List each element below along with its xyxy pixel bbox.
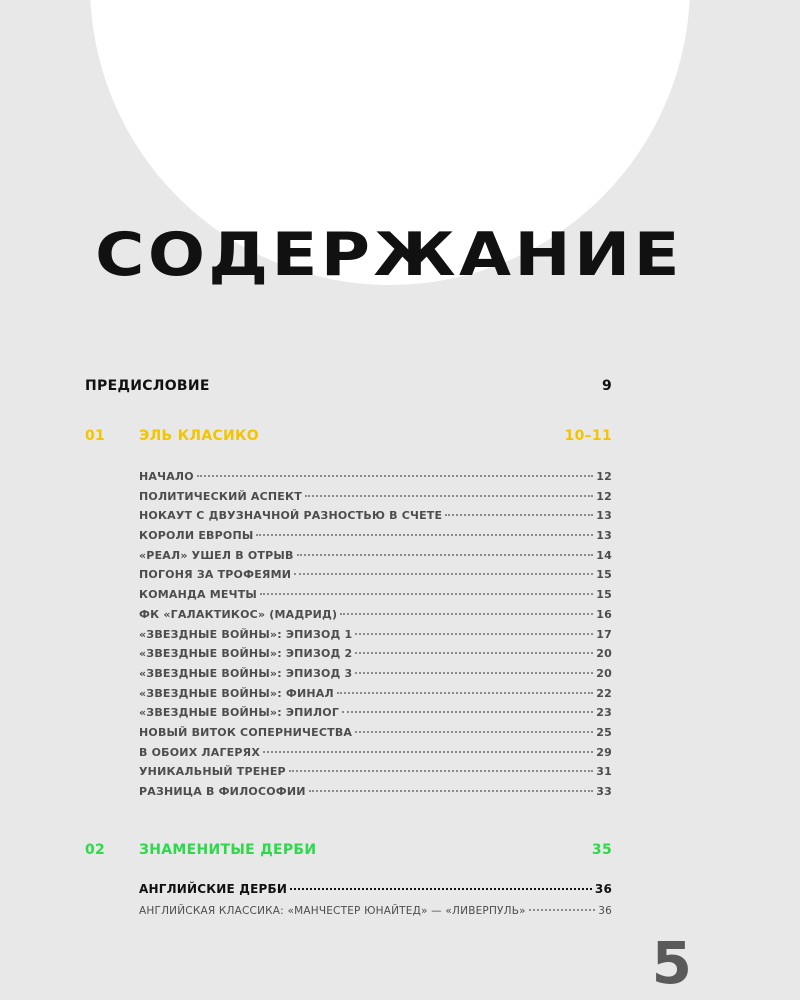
toc-entry[interactable] bbox=[139, 608, 612, 628]
dot-leader bbox=[340, 613, 593, 615]
toc-entry[interactable] bbox=[139, 667, 612, 687]
chapter-pages: 35 bbox=[591, 842, 612, 858]
toc-entry-title: ПОЛИТИЧЕСКИЙ АСПЕКТ bbox=[139, 489, 302, 503]
toc-entry[interactable] bbox=[139, 647, 612, 667]
page-title: СОДЕРЖАНИЕ bbox=[95, 220, 683, 290]
toc-entry-page: 12 bbox=[596, 489, 612, 503]
toc-entry-title: В ОБОИХ ЛАГЕРЯХ bbox=[139, 745, 261, 759]
toc-entry[interactable] bbox=[139, 687, 612, 707]
toc-entry-page: 29 bbox=[596, 745, 612, 759]
toc-entry-title: КОРОЛИ ЕВРОПЫ bbox=[139, 529, 254, 543]
dot-leader bbox=[256, 534, 593, 536]
toc-entry-title: «ЗВЕЗДНЫЕ ВОЙНЫ»: ЭПИЗОД 3 bbox=[139, 666, 353, 680]
preface-page: 9 bbox=[601, 378, 612, 394]
toc-entry-title: «РЕАЛ» УШЕЛ В ОТРЫВ bbox=[139, 548, 294, 562]
dot-leader bbox=[294, 573, 593, 575]
toc-entry-title: НОКАУТ С ДВУЗНАЧНОЙ РАЗНОСТЬЮ В СЧЕТЕ bbox=[139, 509, 443, 523]
dot-leader bbox=[305, 495, 593, 497]
toc-entry[interactable] bbox=[139, 785, 612, 805]
dot-leader bbox=[342, 711, 593, 713]
toc-entry-title: РАЗНИЦА В ФИЛОСОФИИ bbox=[139, 785, 306, 798]
toc-entry[interactable] bbox=[139, 726, 612, 746]
toc-entry-page: 23 bbox=[596, 706, 612, 720]
toc-entry-page: 20 bbox=[596, 666, 612, 680]
dot-leader bbox=[355, 731, 593, 733]
toc-entry-page: 15 bbox=[596, 588, 612, 602]
dot-leader bbox=[445, 514, 593, 516]
dot-leader bbox=[355, 633, 593, 635]
toc-entry[interactable] bbox=[139, 706, 612, 726]
toc-entry[interactable] bbox=[139, 529, 612, 549]
page-number: 5 bbox=[651, 929, 692, 997]
dot-leader bbox=[290, 888, 592, 890]
dot-leader bbox=[309, 790, 594, 792]
toc-entry-title: «ЗВЕЗДНЫЕ ВОЙНЫ»: ЭПИЛОГ bbox=[139, 706, 340, 720]
toc-entry-title: АНГЛИЙСКИЕ ДЕРБИ bbox=[139, 882, 288, 896]
toc-entry-page: 13 bbox=[596, 529, 612, 543]
toc-entry[interactable] bbox=[139, 628, 612, 648]
toc-entry-title: «ЗВЕЗДНЫЕ ВОЙНЫ»: ЭПИЗОД 2 bbox=[139, 647, 353, 661]
toc-entry[interactable] bbox=[139, 746, 612, 766]
toc-entry-page: 31 bbox=[596, 765, 612, 779]
toc-entry[interactable] bbox=[139, 470, 612, 490]
toc-entry[interactable] bbox=[139, 568, 612, 588]
chapter-title: ЭЛЬ КЛАСИКО bbox=[139, 428, 259, 444]
chapter-02-heading[interactable] bbox=[85, 842, 612, 858]
toc-entry-page: 25 bbox=[596, 725, 612, 739]
dot-leader bbox=[263, 751, 593, 753]
chapter-01-contents bbox=[139, 470, 612, 805]
toc-entry-page: 20 bbox=[596, 647, 612, 661]
chapter-01-heading[interactable] bbox=[85, 428, 612, 444]
chapter-number: 02 bbox=[85, 842, 106, 858]
dot-leader bbox=[355, 652, 593, 654]
preface-label: ПРЕДИСЛОВИЕ bbox=[85, 378, 210, 394]
toc-section[interactable] bbox=[139, 882, 612, 905]
toc-entry[interactable] bbox=[139, 509, 612, 529]
toc-entry[interactable] bbox=[139, 549, 612, 569]
toc-entry-page: 12 bbox=[596, 470, 612, 483]
dot-leader bbox=[260, 593, 593, 595]
toc-entry[interactable] bbox=[139, 765, 612, 785]
toc-entry-page: 36 bbox=[594, 882, 612, 896]
toc-entry-title: ФК «ГАЛАКТИКОС» (МАДРИД) bbox=[139, 607, 338, 621]
chapter-number: 01 bbox=[85, 428, 106, 444]
chapter-title: ЗНАМЕНИТЫЕ ДЕРБИ bbox=[139, 842, 317, 858]
toc-entry-page: 15 bbox=[596, 568, 612, 582]
dot-leader bbox=[297, 554, 594, 556]
dot-leader bbox=[197, 475, 593, 477]
toc-entry[interactable] bbox=[139, 905, 612, 925]
chapter-pages: 10–11 bbox=[564, 428, 612, 444]
toc-entry-title: УНИКАЛЬНЫЙ ТРЕНЕР bbox=[139, 765, 286, 779]
toc-entry[interactable] bbox=[139, 588, 612, 608]
toc-entry-title: ПОГОНЯ ЗА ТРОФЕЯМИ bbox=[139, 568, 292, 582]
toc-entry-page: 16 bbox=[596, 607, 612, 621]
toc-entry-page: 13 bbox=[596, 509, 612, 523]
dot-leader bbox=[355, 672, 593, 674]
dot-leader bbox=[337, 692, 593, 694]
toc-entry-page: 22 bbox=[596, 686, 612, 700]
toc-entry-title: НОВЫЙ ВИТОК СОПЕРНИЧЕСТВА bbox=[139, 725, 353, 739]
toc-entry-page: 33 bbox=[596, 785, 612, 798]
toc-entry-page: 17 bbox=[596, 627, 612, 641]
toc-entry-page: 36 bbox=[598, 905, 612, 917]
toc-entry-page: 14 bbox=[596, 548, 612, 562]
dot-leader bbox=[529, 909, 595, 911]
toc-preface[interactable] bbox=[85, 378, 612, 394]
dot-leader bbox=[289, 770, 593, 772]
toc-entry[interactable] bbox=[139, 490, 612, 510]
toc-entry-title: КОМАНДА МЕЧТЫ bbox=[139, 588, 257, 602]
toc-entry-title: «ЗВЕЗДНЫЕ ВОЙНЫ»: ЭПИЗОД 1 bbox=[139, 627, 353, 641]
toc-entry-title: НАЧАЛО bbox=[139, 470, 194, 483]
toc-entry-title: «ЗВЕЗДНЫЕ ВОЙНЫ»: ФИНАЛ bbox=[139, 686, 334, 700]
chapter-02-contents bbox=[139, 882, 612, 925]
toc-entry-title: АНГЛИЙСКАЯ КЛАССИКА: «МАНЧЕСТЕР ЮНАЙТЕД» — «ЛИВЕРПУЛЬ» bbox=[139, 905, 526, 917]
